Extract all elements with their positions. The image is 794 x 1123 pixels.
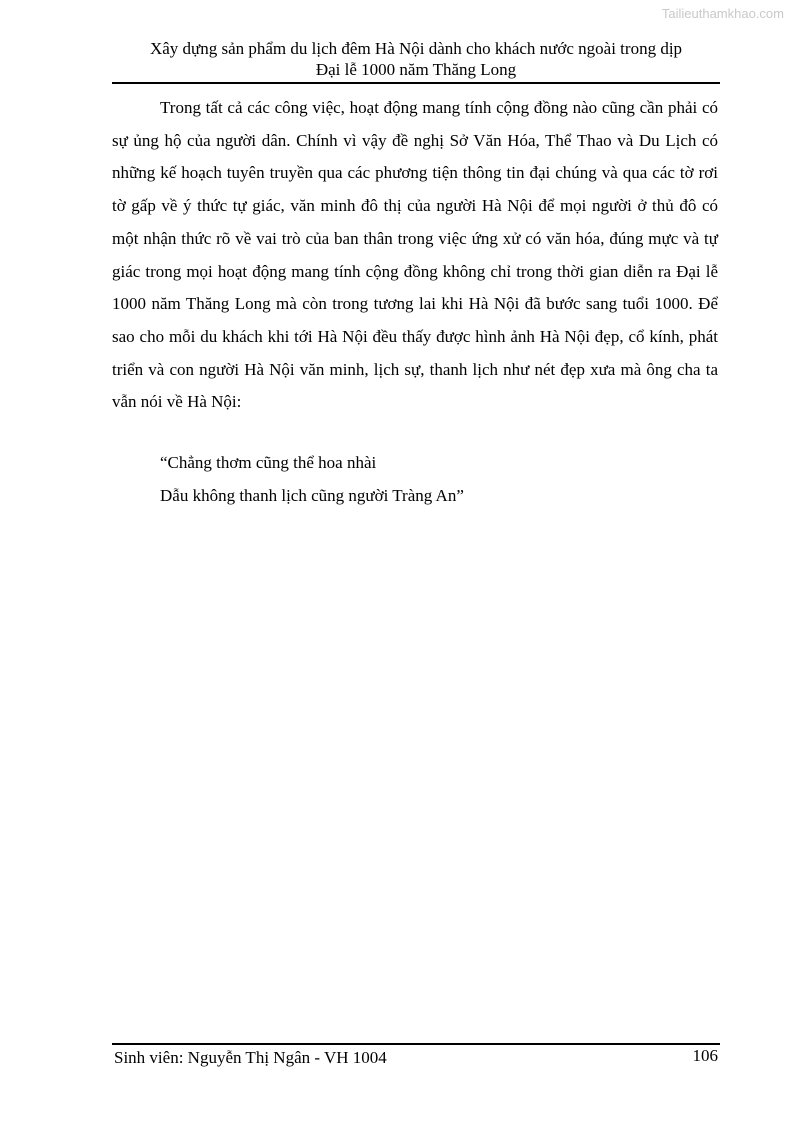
poem-quote [160, 447, 464, 512]
footer-divider [112, 1043, 720, 1045]
body-paragraph: Trong tất cả các công việc, hoạt động mang tính cộng đồng nào cũng cần phải có sự ủng hộ của người dân. Chính vì vậy đề nghị Sở Văn Hóa, Thể Thao và Du Lịch có những kế hoạch tuyên truyền qua các phương tiện thông tin đại chúng và qua các tờ rơi tờ gấp về ý thức tự giác, văn minh đô thị của người Hà Nội để mọi người ở thủ đô có một nhận thức rõ về vai trò của ban thân trong việc ứng xử có văn hóa, đúng mực và tự giác trong mọi hoạt động mang tính cộng đồng không chỉ trong thời gian diễn ra Đại lễ 1000 năm Thăng Long mà còn trong tương lai khi Hà Nội đã bước sang tuổi 1000. Để sao cho mỗi du khách khi tới Hà Nội đều thấy được hình ảnh Hà Nội đẹp, cổ kính, phát triển và con người Hà Nội văn minh, lịch sự, thanh lịch như nét đẹp xưa mà ông cha ta vẫn nói về Hà Nội: [112, 98, 718, 412]
page-number: 106 [692, 1046, 718, 1065]
poem-line-2: Dẫu không thanh lịch cũng người Tràng An” [160, 485, 464, 505]
footer-student-info: Sinh viên: Nguyễn Thị Ngân - VH 1004 [114, 1048, 387, 1067]
main-content [112, 92, 718, 419]
poem-line-1: “Chẳng thơm cũng thể hoa nhài [160, 453, 377, 472]
header-title-line-2: Đại lễ 1000 năm Thăng Long [315, 60, 517, 79]
page-header [112, 38, 720, 80]
header-title-line-1: Xây dựng sản phẩm du lịch đêm Hà Nội dành cho khách nước ngoài trong dịp [149, 39, 683, 58]
header-divider [112, 82, 720, 84]
watermark-text: Tailieuthamkhao.com [661, 6, 784, 21]
